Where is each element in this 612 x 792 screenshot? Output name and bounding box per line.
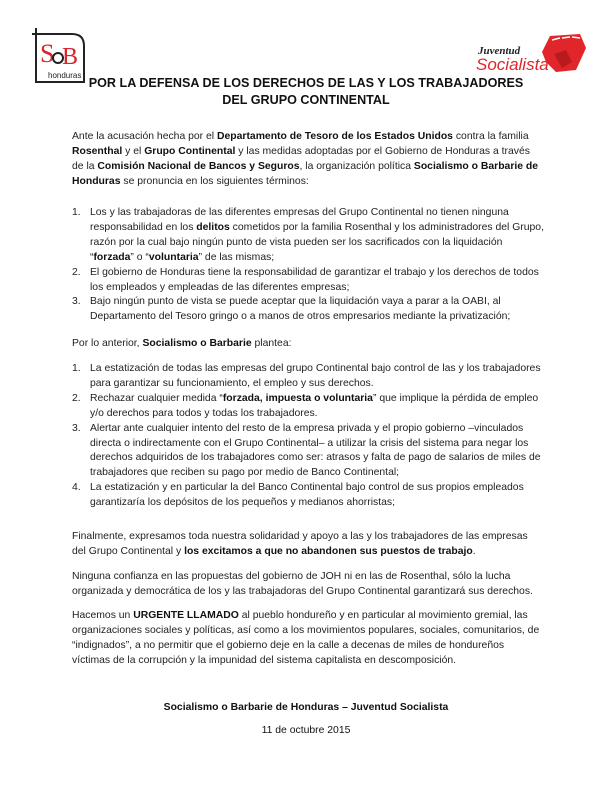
text-span: contra la familia (452, 131, 529, 142)
juventud-socialista-logo (476, 32, 588, 76)
text-span: Rechazar cualquier medida “ (90, 392, 223, 404)
list-item (72, 266, 544, 296)
bold-span: voluntaria (148, 251, 199, 263)
bold-span: Comisión Nacional de Bancos y Seguros (97, 160, 300, 172)
list-number: 1. (72, 207, 81, 218)
text-span: al pueblo hondureño y en particular al movimiento gremial, las organizaciones sociales y políticas, así como a los movimientos populares, sociales, comunitarios, de “indignados”, a no permitir que el gobierno deje en la calle a decenas de miles de hondureños víctimas de la corrupción y la impunidad del sistema capitalista en descomposición. (72, 610, 540, 666)
text-span: ” de las mismas; (198, 251, 275, 263)
text-span: ” que implique la pérdida de empleo y/o derechos para todos y todas los trabajadores. (90, 392, 539, 419)
document-title-line2: DEL GRUPO CONTINENTAL (222, 93, 390, 107)
text-span: , la organización política (299, 160, 414, 172)
text-span: y el (122, 145, 145, 157)
list-item-text: Bajo ningún punto de vista se puede aceptar que la liquidación vaya a parar a la OABI, al Departamento del Tesoro gringo o a manos de otros empresarios mediante la privatización; (90, 296, 511, 323)
bold-span: Rosenthal (72, 145, 123, 157)
svg-text:B: B (62, 44, 79, 70)
bold-span: Grupo Continental (144, 145, 236, 157)
document-title-line1: POR LA DEFENSA DE LOS DERECHOS DE LAS Y LOS TRABAJADORES (88, 76, 524, 90)
text-span: Hacemos un (72, 610, 134, 621)
paragraph-text: Ninguna confianza en las propuestas del gobierno de JOH ni en las de Rosenthal, sólo la lucha organizada y democrática de los y las trabajadoras del Grupo Continental garantizará sus derechos. (72, 571, 533, 597)
svg-text:Socialista: Socialista (476, 55, 549, 74)
text-span: Por lo anterior, (72, 338, 143, 349)
bold-span: forzada, impuesta o voluntaria (222, 392, 373, 404)
proposals-list (72, 362, 544, 511)
text-span: . (472, 545, 476, 557)
list-number: 3. (72, 296, 81, 308)
bold-span: Socialismo o Barbarie (142, 338, 252, 349)
svg-text:Juventud: Juventud (478, 45, 521, 57)
list-item-text: Alertar ante cualquier intento del resto de la empresa privada y el propio gobierno –vinculados directa o indirectamente con el Grupo Continental– a utilizar la crisis del sistema para negar los derechos adquiridos de los trabajadores como ser: atrasos y falta de pago de salarios de miles de trabajadores que reciben su pago por medio de Banco Continental; (90, 422, 541, 479)
bold-span: Departamento de Tesoro de los Estados Unidos (217, 131, 453, 142)
list-item (72, 392, 544, 422)
bold-span: los excitamos a que no abandonen sus puestos de trabajo (184, 545, 473, 557)
signature-date: 11 de octubre 2015 (261, 725, 351, 736)
text-span: Ante la acusación hecha por el (72, 131, 217, 142)
list-item-text: El gobierno de Honduras tiene la responsabilidad de garantizar el trabajo y los derechos de todos los empleados y empleadas de las diferentes empresas; (90, 266, 539, 293)
bold-span: URGENTE LLAMADO (133, 610, 239, 621)
list-number: 2. (72, 266, 81, 278)
text-span: Los y las trabajadoras de las diferentes empresas del Grupo Continental no tienen ninguna responsabilidad en los (90, 207, 509, 233)
svg-text:S: S (40, 39, 55, 68)
list-number: 4. (72, 482, 81, 494)
bold-span: Socialismo o Barbarie de Honduras (72, 160, 539, 187)
list-item (72, 481, 544, 511)
fist-logo-icon (476, 32, 588, 76)
text-span: cometidos por la familia Rosenthal y los administradores del Grupo, razón por la cual bajo ningún punto de vista pueden ser los sacrificados con la liquidación “ (90, 221, 544, 263)
ninguna-paragraph (72, 570, 544, 600)
list-item (72, 295, 544, 325)
intro-paragraph (72, 130, 544, 190)
list-number: 2. (72, 392, 81, 404)
list-number: 1. (72, 363, 81, 374)
plantea-paragraph (72, 337, 544, 352)
list-item (72, 206, 544, 266)
list-item (72, 362, 544, 392)
hacemos-paragraph (72, 609, 544, 669)
list-item-text: La estatización y en particular la del Banco Continental bajo control de sus propios empleados garantizaría los depósitos de los pequeños y medianos ahorristas; (90, 482, 524, 509)
text-span: plantea: (251, 338, 292, 349)
svg-text:honduras: honduras (48, 71, 82, 80)
text-span: ” o “ (130, 251, 149, 263)
text-span: se pronuncia en los siguientes términos: (120, 175, 309, 187)
finalmente-paragraph (72, 530, 544, 560)
list-number: 3. (72, 422, 81, 434)
list-item (72, 422, 544, 482)
bold-span: forzada (93, 251, 131, 263)
list-item-text: La estatización de todas las empresas del grupo Continental bajo control de las y los trabajadores para garantizar su funcionamiento, el empleo y sus derechos. (90, 363, 541, 389)
signature-org: Socialismo o Barbarie de Honduras – Juventud Socialista (163, 702, 449, 713)
text-span: y las medidas adoptadas por el Gobierno de Honduras a través de la (72, 145, 530, 172)
text-span: Finalmente, expresamos toda nuestra solidaridad y apoyo a las y los trabajadores de las empresas del Grupo Continental y (72, 531, 528, 557)
terms-list (72, 206, 544, 325)
bold-span: delitos (196, 221, 230, 233)
